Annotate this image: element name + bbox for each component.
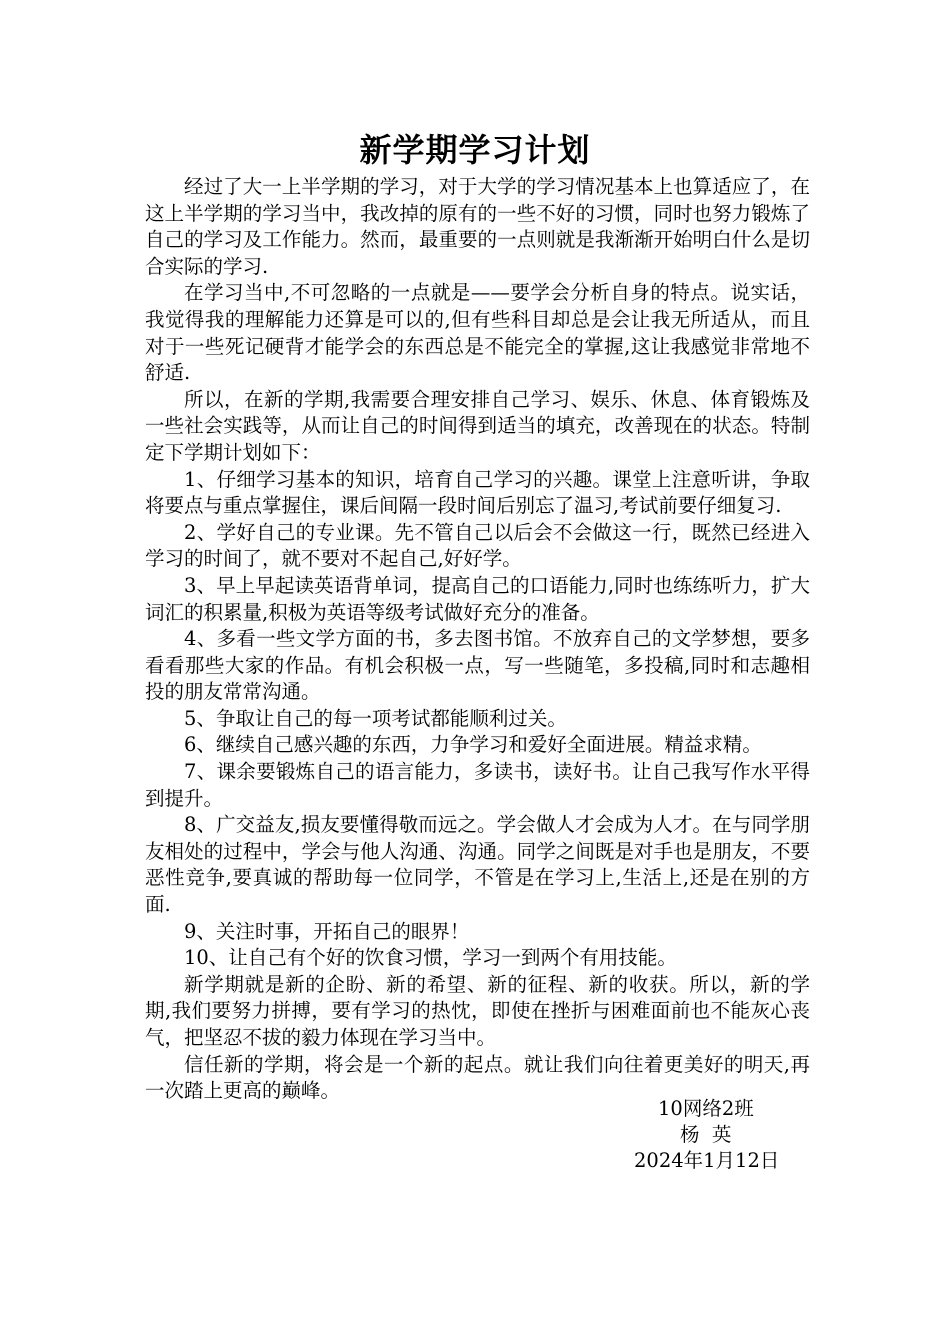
document-body — [145, 174, 810, 1105]
plan-item-1: 1、仔细学习基本的知识，培育自己学习的兴趣。课堂上注意听讲，争取将要点与重点掌握住，课后间隔一段时间后别忘了温习,考试前要仔细复习. — [145, 467, 810, 518]
paragraph-intro: 经过了大一上半学期的学习，对于大学的学习情况基本上也算适应了，在这上半学期的学习当中，我改掉的原有的一些不好的习惯，同时也努力锻炼了自己的学习及工作能力。然而，最重要的一点则就是我渐渐开始明白什么是切合实际的学习. — [145, 175, 810, 278]
signature-date: 2024年1月12日 — [634, 1149, 780, 1172]
plan-item-2: 2、学好自己的专业课。先不管自己以后会不会做这一行，既然已经进入学习的时间了，就不要对不起自己,好好学。 — [145, 520, 810, 571]
plan-item-7: 7、课余要锻炼自己的语言能力，多读书，读好书。让自己我写作水平得到提升。 — [145, 760, 810, 810]
plan-item-3: 3、早上早起读英语背单词，提高自己的口语能力,同时也练练听力，扩大词汇的积累量,积极为英语等级考试做好充分的准备。 — [145, 573, 810, 624]
paragraph-conclusion: 新学期就是新的企盼、新的希望、新的征程、新的收获。所以，新的学期,我们要努力拼搏，要有学习的热忱，即使在挫折与困难面前也不能灰心丧气，把坚忍不拔的毅力体现在学习当中。 — [145, 972, 810, 1049]
plan-item-9: 9、关注时事，开拓自己的眼界！ — [184, 919, 470, 943]
plan-item-4: 4、多看一些文学方面的书，多去图书馆。不放弃自己的文学梦想，要多看看那些大家的作品。有机会积极一点，写一些随笔，多投稿,同时和志趣相投的朋友常常沟通。 — [145, 627, 810, 704]
plan-item-8: 8、广交益友,损友要懂得敬而远之。学会做人才会成为人才。在与同学朋友相处的过程中，学会与他人沟通、沟通。同学之间既是对手也是朋友，不要恶性竞争,要真诚的帮助每一位同学，不管是在学习上,生活上,还是在别的方面. — [145, 813, 810, 917]
paragraph-plan-intro: 所以，在新的学期,我需要合理安排自己学习、娱乐、休息、体育锻炼及一些社会实践等，从而让自己的时间得到适当的填充，改善现在的状态。特制定下学期计划如下： — [145, 387, 810, 464]
paragraph-self-analysis: 在学习当中,不可忽略的一点就是——要学会分析自身的特点。说实话，我觉得我的理解能力还算是可以的,但有些科目却总是会让我无所适从，而且对于一些死记硬背才能学会的东西总是不能完全的掌握,这让我感觉非常地不舒适. — [145, 281, 810, 385]
plan-item-5: 5、争取让自己的每一项考试都能顺利过关。 — [184, 706, 567, 730]
signature-class: 10网络2班 — [658, 1097, 754, 1120]
plan-item-6: 6、继续自己感兴趣的东西，力争学习和爱好全面进展。精益求精。 — [184, 733, 762, 757]
signature-author: 杨 英 — [680, 1123, 732, 1146]
document-title: 新学期学习计划 — [359, 131, 591, 169]
paragraph-closing: 信任新的学期，将会是一个新的起点。就让我们向往着更美好的明天,再一次踏上更高的巅峰。 — [145, 1052, 810, 1103]
plan-item-10: 10、让自己有个好的饮食习惯，学习一到两个有用技能。 — [184, 946, 677, 970]
